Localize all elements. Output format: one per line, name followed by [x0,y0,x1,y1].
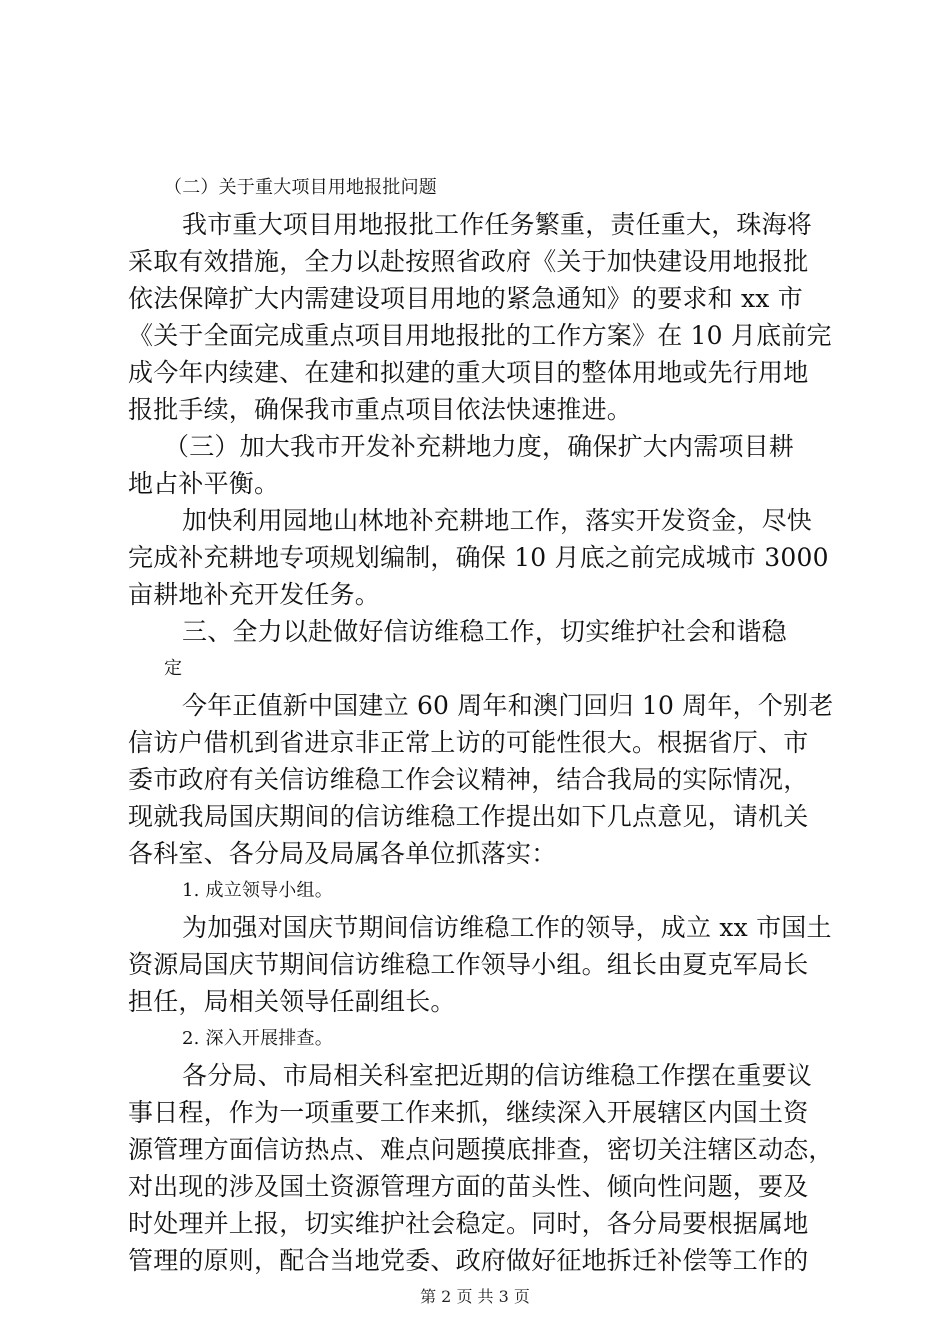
body-line: 各分局、市局相关科室把近期的信访维稳工作摆在重要议 [182,1061,813,1090]
body-line: 时处理并上报，切实维护社会稳定。同时，各分局要根据属地 [128,1209,809,1238]
heading-section-two: （二）关于重大项目用地报批问题 [164,177,437,198]
body-line: 采取有效措施，全力以赴按照省政府《关于加快建设用地报批 [128,247,809,276]
body-line: 资源局国庆节期间信访维稳工作领导小组。组长由夏克军局长 [128,950,809,979]
body-line: 《关于全面完成重点项目用地报批的工作方案》在 10 月底前完 [128,321,832,350]
list-item-heading: 2. 深入开展排查。 [182,1028,333,1049]
body-line: 亩耕地补充开发任务。 [128,580,381,609]
body-line: 成今年内续建、在建和拟建的重大项目的整体用地或先行用地 [128,358,809,387]
heading-part-three: 三、全力以赴做好信访维稳工作，切实维护社会和谐稳 [182,617,787,646]
body-line: 现就我局国庆期间的信访维稳工作提出如下几点意见，请机关 [128,802,809,831]
heading-part-three-continued: 定 [164,658,183,679]
body-line: 担任，局相关领导任副组长。 [128,987,456,1016]
body-line: 今年正值新中国建立 60 周年和澳门回归 10 周年，个别老 [182,691,834,720]
heading-section-three: （三）加大我市开发补充耕地力度，确保扩大内需项目耕 [164,432,795,461]
body-line: 管理的原则，配合当地党委、政府做好征地拆迁补偿等工作的 [128,1246,809,1275]
body-line: 完成补充耕地专项规划编制，确保 10 月底之前完成城市 3000 [128,543,829,572]
body-line: 加快利用园地山林地补充耕地工作，落实开发资金，尽快 [182,506,813,535]
body-line: 报批手续，确保我市重点项目依法快速推进。 [128,395,633,424]
body-line: 对出现的涉及国土资源管理方面的苗头性、倾向性问题，要及 [128,1172,809,1201]
body-line: 委市政府有关信访维稳工作会议精神，结合我局的实际情况， [128,765,809,794]
body-line: 依法保障扩大内需建设项目用地的紧急通知》的要求和 xx 市 [128,284,803,313]
body-line: 我市重大项目用地报批工作任务繁重，责任重大，珠海将 [182,210,813,239]
body-line: 源管理方面信访热点、难点问题摸底排查，密切关注辖区动态， [128,1135,834,1164]
body-line: 信访户借机到省进京非正常上访的可能性很大。根据省厅、市 [128,728,809,757]
page-footer: 第 2 页 共 3 页 [420,1287,530,1306]
list-item-heading: 1. 成立领导小组。 [182,880,333,901]
body-line: 地占补平衡。 [128,469,280,498]
body-line: 各科室、各分局及局属各单位抓落实： [128,839,557,868]
body-line: 事日程，作为一项重要工作来抓，继续深入开展辖区内国土资 [128,1098,809,1127]
body-line: 为加强对国庆节期间信访维稳工作的领导，成立 xx 市国土 [182,913,832,942]
